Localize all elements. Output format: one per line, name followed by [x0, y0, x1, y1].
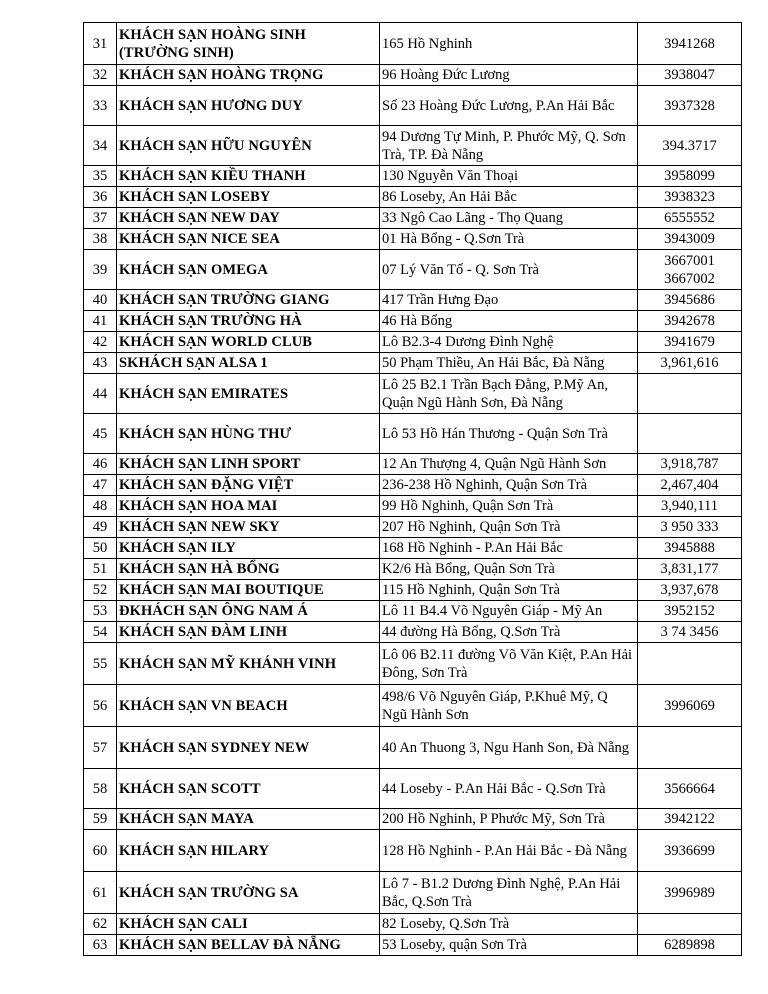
table-row: [84, 643, 742, 685]
hotel-phone: 3996069: [664, 697, 715, 714]
table-row: [84, 769, 742, 809]
row-number: 45: [84, 414, 117, 454]
table-row: [84, 229, 742, 250]
hotel-address: 12 An Thượng 4, Quận Ngũ Hành Sơn: [380, 454, 638, 475]
table-row: [84, 517, 742, 538]
hotel-address: K2/6 Hà Bổng, Quận Sơn Trà: [380, 559, 638, 580]
hotel-phone: 3945686: [664, 292, 715, 308]
row-number: 44: [84, 374, 117, 414]
hotel-address: 168 Hồ Nghinh - P.An Hải Bắc: [380, 538, 638, 559]
hotel-address: 46 Hà Bổng: [380, 311, 638, 332]
hotel-name: KHÁCH SẠN HƯƠNG DUY: [117, 86, 380, 126]
row-number: 62: [84, 914, 117, 935]
hotel-address: 86 Loseby, An Hải Bắc: [380, 187, 638, 208]
table-row: [84, 475, 742, 496]
hotel-name: KHÁCH SẠN BELLAV ĐÀ NẴNG: [117, 935, 380, 956]
table-row: [84, 872, 742, 914]
hotel-name: KHÁCH SẠN ĐẶNG VIỆT: [117, 475, 380, 496]
hotel-name: KHÁCH SẠN NEW DAY: [117, 208, 380, 229]
hotel-phone: 6289898: [664, 937, 715, 953]
hotel-address: 53 Loseby, quận Sơn Trà: [380, 935, 638, 956]
table-row: [84, 538, 742, 559]
hotel-address: 200 Hồ Nghinh, P Phước Mỹ, Sơn Trà: [380, 809, 638, 830]
hotel-phone: 3938323: [664, 189, 715, 205]
row-number: 36: [84, 187, 117, 208]
row-number: 58: [84, 769, 117, 809]
hotel-address: 99 Hồ Nghinh, Quận Sơn Trà: [380, 496, 638, 517]
hotel-name: KHÁCH SẠN TRƯỜNG GIANG: [117, 290, 380, 311]
table-row: [84, 727, 742, 769]
hotel-phone: 3943009: [664, 231, 715, 247]
hotel-address: Lô 25 B2.1 Trần Bạch Đằng, P.Mỹ An, Quận Ngũ Hành Sơn, Đà Nẵng: [380, 374, 638, 414]
hotel-phone-cell: [638, 809, 742, 830]
hotel-name: KHÁCH SẠN NEW SKY: [117, 517, 380, 538]
table-row: [84, 454, 742, 475]
hotel-name: KHÁCH SẠN KIỀU THANH: [117, 166, 380, 187]
table-row: [84, 332, 742, 353]
hotel-table: [83, 22, 742, 956]
table-row: [84, 414, 742, 454]
hotel-phone-cell: [638, 23, 742, 65]
table-row: [84, 23, 742, 65]
hotel-phone-cell: [638, 166, 742, 187]
hotel-phone: 3941679: [664, 334, 715, 350]
hotel-phone-cell: [638, 311, 742, 332]
row-number: 47: [84, 475, 117, 496]
hotel-address: 130 Nguyễn Văn Thoại: [380, 166, 638, 187]
table-row: [84, 622, 742, 643]
hotel-phone-cell: [638, 538, 742, 559]
hotel-address: 40 An Thuong 3, Ngu Hanh Son, Đà Nẵng: [380, 727, 638, 769]
hotel-name: KHÁCH SẠN SCOTT: [117, 769, 380, 809]
hotel-name: KHÁCH SẠN HÙNG THƯ: [117, 414, 380, 454]
hotel-name: KHÁCH SẠN ĐÀM LINH: [117, 622, 380, 643]
hotel-phone-cell: [638, 187, 742, 208]
table-row: [84, 166, 742, 187]
hotel-name: KHÁCH SẠN MAYA: [117, 809, 380, 830]
hotel-phone-cell: [638, 250, 742, 290]
row-number: 34: [84, 126, 117, 166]
row-number: 32: [84, 65, 117, 86]
table-row: [84, 353, 742, 374]
row-number: 31: [84, 23, 117, 65]
hotel-phone: 3,961,616: [660, 355, 719, 371]
hotel-name: KHÁCH SẠN NICE SEA: [117, 229, 380, 250]
hotel-phone-cell: [638, 208, 742, 229]
hotel-phone-cell: [638, 475, 742, 496]
hotel-name: KHÁCH SẠN HOA MAI: [117, 496, 380, 517]
row-number: 42: [84, 332, 117, 353]
row-number: 53: [84, 601, 117, 622]
row-number: 46: [84, 454, 117, 475]
hotel-phone-cell: [638, 830, 742, 872]
hotel-phone: 3 74 3456: [660, 624, 719, 640]
hotel-phone: 3952152: [664, 603, 715, 619]
table-row: [84, 914, 742, 935]
hotel-phone-cell: [638, 353, 742, 374]
hotel-name: KHÁCH SẠN HOÀNG TRỌNG: [117, 65, 380, 86]
hotel-phone-cell: [638, 290, 742, 311]
row-number: 50: [84, 538, 117, 559]
hotel-name: KHÁCH SẠN WORLD CLUB: [117, 332, 380, 353]
table-row: [84, 685, 742, 727]
hotel-phone: 3,940,111: [661, 498, 718, 514]
hotel-name: KHÁCH SẠN HOÀNG SINH (TRƯỜNG SINH): [117, 23, 380, 65]
table-row: [84, 250, 742, 290]
hotel-name: KHÁCH SẠN MỸ KHÁNH VINH: [117, 643, 380, 685]
row-number: 51: [84, 559, 117, 580]
hotel-phone-cell: [638, 559, 742, 580]
hotel-phone: 3941268: [664, 35, 715, 52]
hotel-phone: 3937328: [664, 97, 715, 114]
hotel-name: KHÁCH SẠN HÀ BỔNG: [117, 559, 380, 580]
hotel-address: 50 Phạm Thiều, An Hải Bắc, Đà Nẵng: [380, 353, 638, 374]
hotel-phone-cell: [638, 872, 742, 914]
hotel-phone-cell: [638, 935, 742, 956]
hotel-phone: 3,918,787: [660, 456, 719, 472]
hotel-phone-cell: [638, 727, 742, 769]
hotel-name: KHÁCH SẠN SYDNEY NEW: [117, 727, 380, 769]
hotel-phone-cell: [638, 914, 742, 935]
hotel-address: 44 đường Hà Bổng, Q.Sơn Trà: [380, 622, 638, 643]
hotel-address: 128 Hồ Nghinh - P.An Hải Bắc - Đà Nẵng: [380, 830, 638, 872]
table-row: [84, 935, 742, 956]
hotel-name: KHÁCH SẠN HỮU NGUYÊN: [117, 126, 380, 166]
hotel-phone-cell: [638, 643, 742, 685]
hotel-name: KHÁCH SẠN VN BEACH: [117, 685, 380, 727]
table-row: [84, 126, 742, 166]
row-number: 59: [84, 809, 117, 830]
row-number: 54: [84, 622, 117, 643]
hotel-phone-cell: [638, 374, 742, 414]
hotel-address: 82 Loseby, Q.Sơn Trà: [380, 914, 638, 935]
hotel-address: 07 Lý Văn Tố - Q. Sơn Trà: [380, 250, 638, 290]
hotel-address: 498/6 Võ Nguyên Giáp, P.Khuê Mỹ, Q Ngũ Hành Sơn: [380, 685, 638, 727]
hotel-phone-cell: [638, 622, 742, 643]
hotel-name: KHÁCH SẠN LINH SPORT: [117, 454, 380, 475]
hotel-phone: 6555552: [664, 210, 715, 226]
table-row: [84, 65, 742, 86]
hotel-address: 01 Hà Bổng - Q.Sơn Trà: [380, 229, 638, 250]
hotel-phone: 3566664: [664, 780, 715, 797]
table-row: [84, 290, 742, 311]
row-number: 33: [84, 86, 117, 126]
hotel-phone-cell: [638, 769, 742, 809]
table-row: [84, 496, 742, 517]
hotel-name: KHÁCH SẠN MAI BOUTIQUE: [117, 580, 380, 601]
table-row: [84, 809, 742, 830]
row-number: 61: [84, 872, 117, 914]
hotel-address: 417 Trần Hưng Đạo: [380, 290, 638, 311]
table-row: [84, 86, 742, 126]
row-number: 37: [84, 208, 117, 229]
hotel-phone: 2,467,404: [660, 477, 719, 493]
row-number: 60: [84, 830, 117, 872]
hotel-phone: 3,937,678: [660, 582, 719, 598]
table-row: [84, 187, 742, 208]
hotel-name: KHÁCH SẠN EMIRATES: [117, 374, 380, 414]
hotel-phone-cell: [638, 496, 742, 517]
hotel-phone: 3942122: [664, 811, 715, 827]
row-number: 40: [84, 290, 117, 311]
table-row: [84, 601, 742, 622]
table-row: [84, 374, 742, 414]
row-number: 55: [84, 643, 117, 685]
hotel-address: Lô 06 B2.11 đường Võ Văn Kiệt, P.An Hải Đông, Sơn Trà: [380, 643, 638, 685]
hotel-address: Lô 7 - B1.2 Dương Đình Nghệ, P.An Hải Bắc, Q.Sơn Trà: [380, 872, 638, 914]
hotel-phone-cell: [638, 126, 742, 166]
hotel-address: 115 Hồ Nghinh, Quận Sơn Trà: [380, 580, 638, 601]
row-number: 52: [84, 580, 117, 601]
hotel-name: KHÁCH SẠN OMEGA: [117, 250, 380, 290]
row-number: 56: [84, 685, 117, 727]
hotel-phone: 3958099: [664, 168, 715, 184]
hotel-name: KHÁCH SẠN LOSEBY: [117, 187, 380, 208]
hotel-address: 165 Hồ Nghinh: [380, 23, 638, 65]
hotel-phone: 3 950 333: [660, 519, 719, 535]
hotel-phone-cell: [638, 332, 742, 353]
hotel-address: Lô B2.3-4 Dương Đình Nghệ: [380, 332, 638, 353]
hotel-table-body: [84, 23, 742, 956]
row-number: 41: [84, 311, 117, 332]
table-row: [84, 208, 742, 229]
hotel-address: 96 Hoàng Đức Lương: [380, 65, 638, 86]
hotel-name: SKHÁCH SẠN ALSA 1: [117, 353, 380, 374]
hotel-phone-cell: [638, 601, 742, 622]
table-row: [84, 830, 742, 872]
hotel-name: KHÁCH SẠN ILY: [117, 538, 380, 559]
hotel-phone-cell: [638, 580, 742, 601]
hotel-address: 207 Hồ Nghinh, Quận Sơn Trà: [380, 517, 638, 538]
table-row: [84, 580, 742, 601]
row-number: 35: [84, 166, 117, 187]
hotel-phone-cell: [638, 414, 742, 454]
hotel-address: 236-238 Hồ Nghinh, Quận Sơn Trà: [380, 475, 638, 496]
hotel-phone-cell: [638, 229, 742, 250]
hotel-name: KHÁCH SẠN TRƯỜNG HÀ: [117, 311, 380, 332]
hotel-phone: 3938047: [664, 67, 715, 83]
table-row: [84, 559, 742, 580]
hotel-phone: 3945888: [664, 540, 715, 556]
hotel-phone: 3936699: [664, 842, 715, 859]
row-number: 49: [84, 517, 117, 538]
row-number: 43: [84, 353, 117, 374]
hotel-phone: 3942678: [664, 313, 715, 329]
row-number: 39: [84, 250, 117, 290]
hotel-name: KHÁCH SẠN CALI: [117, 914, 380, 935]
row-number: 57: [84, 727, 117, 769]
row-number: 63: [84, 935, 117, 956]
hotel-phone-cell: [638, 86, 742, 126]
hotel-phone: 3996989: [664, 884, 715, 901]
hotel-address: 33 Ngô Cao Lãng - Thọ Quang: [380, 208, 638, 229]
hotel-address: Lô 53 Hồ Hán Thương - Quận Sơn Trà: [380, 414, 638, 454]
hotel-phone: 3667001: [664, 252, 715, 269]
hotel-address: 94 Dương Tự Minh, P. Phước Mỹ, Q. Sơn Trà, TP. Đà Nẵng: [380, 126, 638, 166]
hotel-name: KHÁCH SẠN TRƯỜNG SA: [117, 872, 380, 914]
hotel-phone-cell: [638, 65, 742, 86]
hotel-phone-cell: [638, 454, 742, 475]
table-row: [84, 311, 742, 332]
hotel-address: 44 Loseby - P.An Hải Bắc - Q.Sơn Trà: [380, 769, 638, 809]
hotel-phone-cell: [638, 517, 742, 538]
hotel-phone: 394.3717: [662, 137, 717, 154]
hotel-phone: 3,831,177: [660, 561, 719, 577]
row-number: 38: [84, 229, 117, 250]
hotel-name: ĐKHÁCH SẠN ÔNG NAM Á: [117, 601, 380, 622]
hotel-name: KHÁCH SẠN HILARY: [117, 830, 380, 872]
row-number: 48: [84, 496, 117, 517]
hotel-address: Số 23 Hoàng Đức Lương, P.An Hải Bắc: [380, 86, 638, 126]
hotel-phone: 3667002: [664, 270, 715, 287]
hotel-address: Lô 11 B4.4 Võ Nguyên Giáp - Mỹ An: [380, 601, 638, 622]
hotel-phone-cell: [638, 685, 742, 727]
